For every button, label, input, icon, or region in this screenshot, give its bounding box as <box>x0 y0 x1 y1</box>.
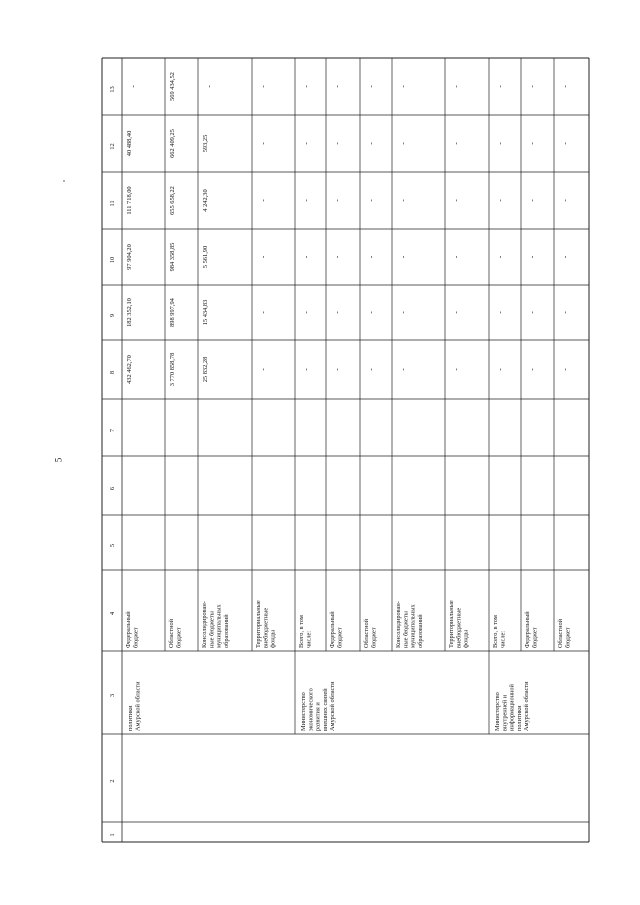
page-number: 5 <box>53 457 64 463</box>
column-header-number: 2 <box>109 779 116 783</box>
value-dash: - <box>302 255 310 259</box>
row-label-line: бюджет <box>336 627 344 648</box>
row-label-line: Федеральный <box>125 611 132 648</box>
row-label-line: внебюджетные <box>455 607 463 648</box>
value-dash: - <box>333 85 341 88</box>
value-dash: - <box>367 199 375 202</box>
value-dash: - <box>333 311 341 314</box>
value-dash: - <box>496 85 504 88</box>
row-label-line: Территориальные <box>448 600 455 648</box>
column-header-number: 11 <box>109 200 116 207</box>
value-dash: - <box>452 142 460 145</box>
row-label-line: числе: <box>499 630 507 648</box>
row-label-line: Федеральный <box>329 611 336 648</box>
row-label-line: муниципальных <box>409 604 417 648</box>
value-dash: - <box>302 368 310 371</box>
row-label-line: ные бюджеты <box>402 611 410 648</box>
value-dash: - <box>302 311 310 314</box>
column-header-number: 5 <box>109 543 116 548</box>
row-label-line: образований <box>222 614 230 648</box>
value-dash: - <box>259 85 267 88</box>
column-header-number: 6 <box>109 486 116 491</box>
value-dash: - <box>561 368 569 371</box>
value-dash: - <box>399 142 407 145</box>
value-cell: 4 242,30 <box>202 189 209 212</box>
column-header-number: 12 <box>109 143 116 150</box>
value-dash: - <box>528 199 536 202</box>
value-cell: 662 409,25 <box>169 129 176 158</box>
value-dash: - <box>496 368 504 371</box>
row-label-line: Областной <box>168 619 175 648</box>
row-label-line: бюджет <box>370 627 378 648</box>
ministry-name-line: политики <box>515 705 523 731</box>
column-header-number: 7 <box>109 428 116 433</box>
value-cell: 655 658,22 <box>169 186 176 215</box>
value-dash: - <box>259 255 267 259</box>
table-content <box>109 72 571 837</box>
value-cell: 432 462,70 <box>126 355 133 384</box>
value-dash: - <box>452 199 460 202</box>
value-dash: - <box>496 255 504 259</box>
value-dash: - <box>367 368 375 371</box>
ministry-name-line: Министерство <box>300 692 307 731</box>
row-label-line: Федеральный <box>524 611 531 648</box>
value-dash: - <box>561 255 569 259</box>
column-header-number: 13 <box>109 86 116 93</box>
value-dash: - <box>302 142 310 145</box>
value-dash: - <box>259 311 267 314</box>
column-header-number: 8 <box>109 370 116 375</box>
row-label-line: Областной <box>557 619 564 648</box>
value-dash: - <box>302 199 310 202</box>
value-dash: - <box>399 85 407 88</box>
row-label-line: Консолидирован- <box>201 601 208 648</box>
ministry-name-line: информационной <box>508 684 516 731</box>
row-label-line: Всего, в том <box>298 615 305 648</box>
value-dash: - <box>205 85 213 88</box>
value-cell: 97 904,20 <box>126 244 133 270</box>
row-label-line: фонды <box>462 629 470 648</box>
value-cell: 898 997,94 <box>169 298 176 327</box>
value-dash: - <box>452 368 460 371</box>
value-dash: - <box>399 199 407 202</box>
value-dash: - <box>528 255 536 259</box>
value-dash: - <box>367 255 375 259</box>
row-label-line: числе: <box>305 630 313 648</box>
ministry-name-line: внешних связей <box>321 688 329 731</box>
row-label-line: бюджет <box>531 627 539 648</box>
ministry-name-line: развития и <box>314 702 322 731</box>
value-dash: - <box>399 368 407 371</box>
value-dash: - <box>259 142 267 145</box>
ministry-name-line: политики <box>127 705 134 731</box>
value-dash: - <box>367 311 375 314</box>
column-header-number: 1 <box>109 833 116 837</box>
value-dash: - <box>452 311 460 314</box>
row-label-line: бюджет <box>175 627 183 648</box>
column-header-number: 9 <box>109 313 116 318</box>
column-header-number: 10 <box>109 256 116 264</box>
value-dash: - <box>561 142 569 145</box>
value-dash: - <box>528 142 536 145</box>
value-cell: 40 488,40 <box>126 130 133 157</box>
value-dash: - <box>333 255 341 259</box>
ministry-name-line: Министерство <box>494 692 501 731</box>
value-dash: - <box>496 311 504 314</box>
value-dash: - <box>528 311 536 314</box>
value-dash: - <box>496 199 504 202</box>
value-dash: - <box>333 368 341 371</box>
value-dash: - <box>333 142 341 145</box>
row-label-line: бюджет <box>564 627 572 648</box>
ministry-name-line: внутренней и <box>501 694 509 731</box>
ministry-name-line: экономического <box>307 688 315 731</box>
row-label-line: бюджет <box>132 627 140 648</box>
value-dash: - <box>528 368 536 371</box>
value-dash: - <box>129 85 137 88</box>
value-dash: - <box>259 368 267 371</box>
value-dash: - <box>333 199 341 202</box>
row-label-line: фонды <box>269 629 277 648</box>
value-dash: - <box>528 85 536 88</box>
value-dash: - <box>259 199 267 202</box>
value-dash: - <box>561 311 569 314</box>
value-cell: 25 832,28 <box>202 356 209 383</box>
row-label-line: внебюджетные <box>262 607 270 648</box>
value-dash: - <box>367 85 375 88</box>
column-header-number: 4 <box>109 611 116 616</box>
row-label-line: Территориальные <box>255 600 262 648</box>
value-dash: - <box>452 255 460 259</box>
value-dash: - <box>561 199 569 202</box>
value-cell: 3 770 858,78 <box>169 352 176 387</box>
row-label-line: Областной <box>363 619 370 648</box>
ministry-name-line: Амурской области <box>523 681 531 731</box>
value-cell: 5 561,90 <box>202 245 209 269</box>
value-dash: - <box>561 85 569 88</box>
value-dash: - <box>496 142 504 145</box>
value-dash: - <box>452 85 460 88</box>
ministry-name-line: Амурской области <box>134 681 142 731</box>
value-cell: 111 718,00 <box>126 186 133 215</box>
ministry-name-line: Амурской области <box>329 681 337 731</box>
value-dash: - <box>367 142 375 145</box>
value-dash: - <box>302 85 310 88</box>
row-label-line: ные бюджеты <box>208 611 216 648</box>
value-cell: 15 434,83 <box>202 299 209 326</box>
value-cell: 984 358,85 <box>169 242 176 272</box>
row-label-line: Консолидирован- <box>395 601 402 648</box>
row-label-line: муниципальных <box>215 604 223 648</box>
value-cell: 593,25 <box>202 134 209 153</box>
column-header-number: 3 <box>109 693 116 698</box>
value-cell: 569 434,52 <box>169 72 176 101</box>
value-dash: - <box>399 311 407 314</box>
value-dash: - <box>399 255 407 259</box>
row-label-line: Всего, в том <box>492 615 499 648</box>
value-cell: 182 352,10 <box>126 298 133 327</box>
row-label-line: образований <box>416 614 424 648</box>
